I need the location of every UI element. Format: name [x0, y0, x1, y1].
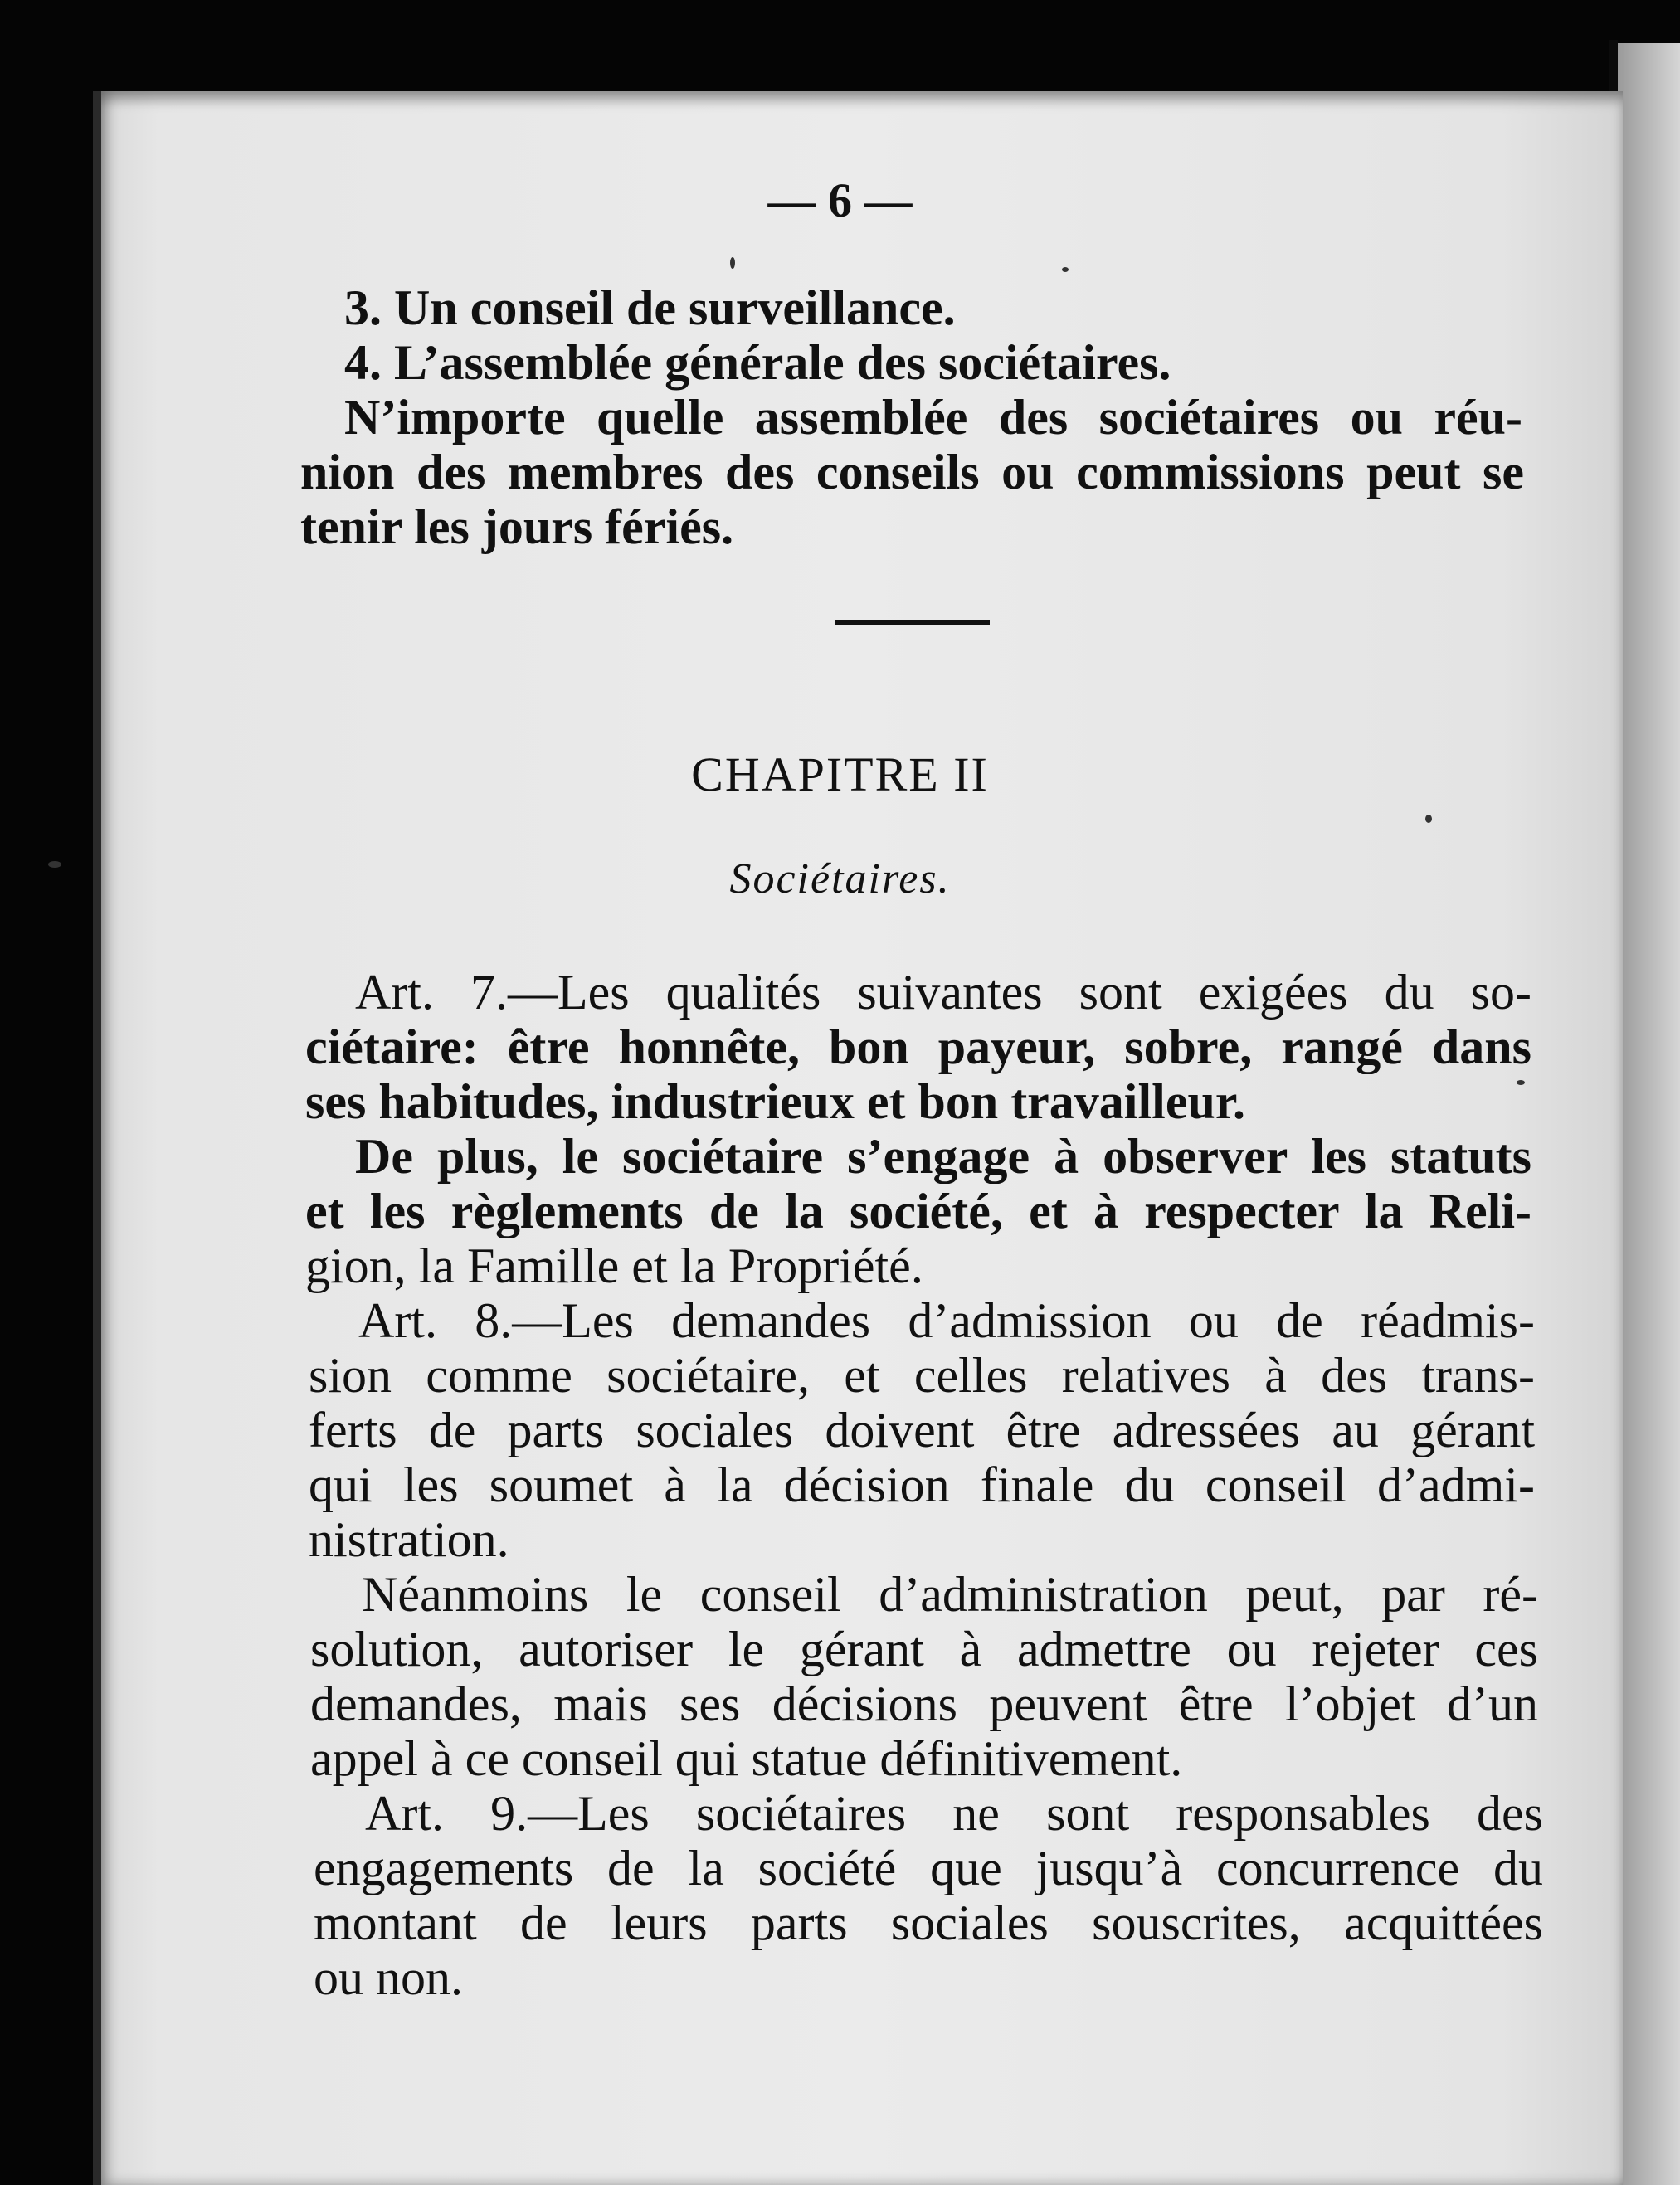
- scan-speck: [1517, 1080, 1525, 1085]
- scan-speck: [1425, 815, 1432, 823]
- chapter-title: CHAPITRE II: [691, 747, 989, 801]
- article-8-line: Art. 8.—Les demandes d’admission ou de réadmis-: [358, 1293, 1535, 1348]
- paragraph-line: N’importe quelle assemblée des sociétaires ou réu-: [344, 390, 1522, 445]
- article-8-line: nistration.: [309, 1512, 509, 1567]
- adjacent-page-edge: [1618, 43, 1680, 2185]
- page-number: — 6 —: [767, 173, 913, 227]
- article-8-line: sion comme sociétaire, et celles relatives à des trans-: [309, 1348, 1535, 1403]
- list-item: 4. L’assemblée générale des sociétaires.: [344, 335, 1171, 390]
- article-9-line: ou non.: [314, 1950, 463, 2005]
- article-7-line: et les règlements de la société, et à respecter la Reli-: [305, 1184, 1531, 1238]
- article-8-line: solution, autoriser le gérant à admettre ou rejeter ces: [310, 1622, 1538, 1676]
- article-8-line: ferts de parts sociales doivent être adressées au gérant: [309, 1403, 1535, 1457]
- article-8-line: demandes, mais ses décisions peuvent être l’objet d’un: [310, 1676, 1538, 1731]
- article-9-line: montant de leurs parts sociales souscrites, acquittées: [314, 1895, 1543, 1950]
- article-7-line: De plus, le sociétaire s’engage à observer les statuts: [355, 1129, 1531, 1184]
- article-7-line: ses habitudes, industrieux et bon travailleur.: [305, 1074, 1245, 1129]
- page-left-edge: [93, 91, 101, 2185]
- section-title: Sociétaires.: [729, 855, 951, 903]
- scan-speck: [730, 257, 735, 269]
- article-8-line: appel à ce conseil qui statue définitivement.: [310, 1731, 1183, 1786]
- section-divider: [835, 620, 990, 625]
- article-9-line: engagements de la société que jusqu’à concurrence du: [314, 1841, 1543, 1895]
- paragraph-line: nion des membres des conseils ou commissions peut se: [300, 445, 1524, 499]
- article-7-line: Art. 7.—Les qualités suivantes sont exigées du so-: [355, 965, 1531, 1020]
- article-8-line: Néanmoins le conseil d’administration peut, par ré-: [362, 1567, 1538, 1622]
- scan-speck: [1062, 267, 1069, 272]
- article-7-line: gion, la Famille et la Propriété.: [305, 1238, 923, 1293]
- list-item: 3. Un conseil de surveillance.: [344, 280, 956, 335]
- article-7-line: ciétaire: être honnête, bon payeur, sobre, rangé dans: [305, 1020, 1531, 1074]
- scan-speck: [48, 861, 61, 868]
- article-8-line: qui les soumet à la décision finale du conseil d’admi-: [309, 1457, 1535, 1512]
- paragraph-line: tenir les jours fériés.: [300, 499, 734, 554]
- article-9-line: Art. 9.—Les sociétaires ne sont responsables des: [365, 1786, 1543, 1841]
